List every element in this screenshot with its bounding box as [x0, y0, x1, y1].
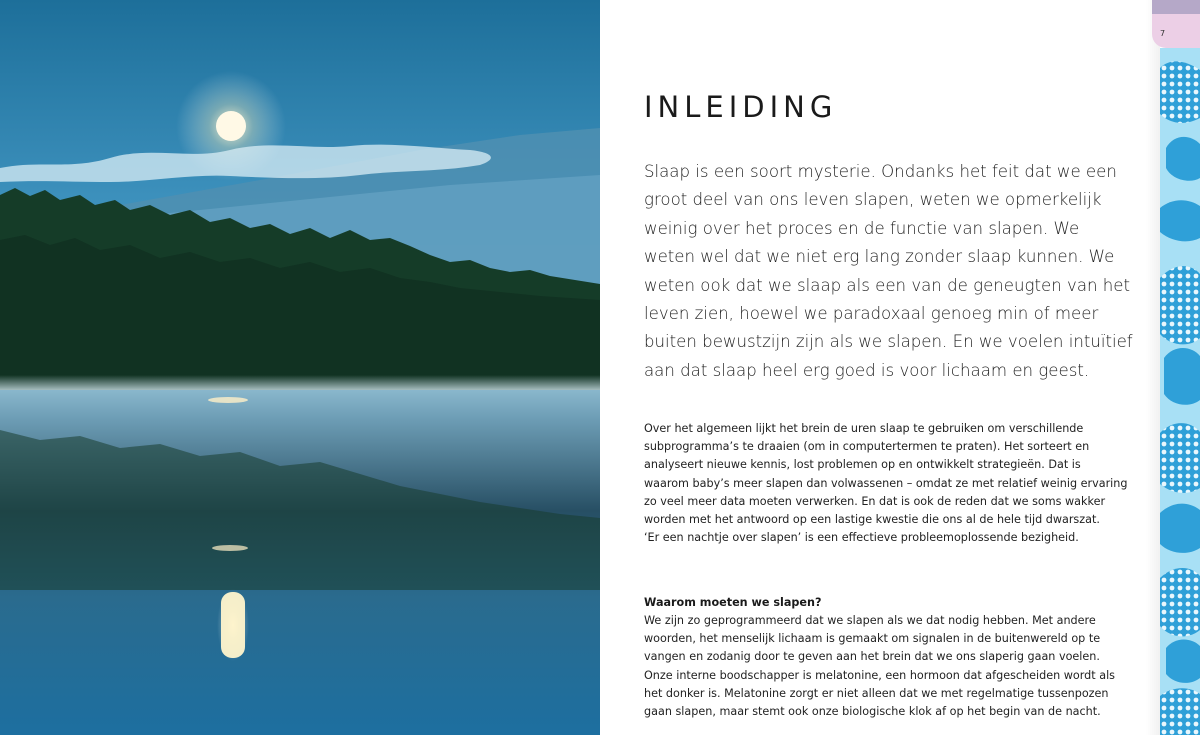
- section-line: Onze interne boodschapper is melatonine, een hormoon dat afgescheiden wordt als: [644, 668, 1116, 682]
- intro-line: Slaap is een soort mysterie. Ondanks het feit dat we een: [644, 162, 1117, 181]
- page-number-tab: [1152, 0, 1200, 48]
- page-gutter: [1146, 0, 1160, 735]
- decorative-pattern-strip: [1160, 48, 1200, 735]
- solid-wave: [1166, 137, 1200, 181]
- moon: [216, 111, 246, 141]
- intro-line: buiten bewustzijn zijn als we slapen. En we voelen intuïtief: [644, 332, 1133, 352]
- text-page: [600, 0, 1160, 735]
- section-line: vangen en zodanig door te geven aan het brein dat we ons slaperig gaan voelen.: [644, 650, 1100, 664]
- section-line: het donker is. Melatonine zorgt er niet alleen dat we met regelmatige tussenpozen: [644, 686, 1109, 700]
- section-line: We zijn zo geprogrammeerd dat we slapen als we dat nodig hebben. Met andere: [644, 614, 1096, 627]
- section-line: gaan slapen, maar stemt ook onze biologische klok af op het begin van de nacht.: [644, 705, 1101, 719]
- body-paragraph: [644, 420, 1144, 547]
- body-line: ‘Er een nachtje over slapen’ is een effectieve probleemoplossende bezigheid.: [644, 531, 1079, 545]
- intro-line: weten ook dat we slaap als een van de geneugten van het: [644, 275, 1131, 295]
- intro-line: leven zien, hoewel we paradoxaal genoeg min of meer: [644, 304, 1099, 324]
- intro-line: weten wel dat we niet erg lang zonder slaap kunnen. We: [644, 247, 1115, 267]
- body-line: subprogramma’s te draaien (om in computertermen te praten). Het sorteert en: [644, 440, 1090, 454]
- body-line: waarom baby’s meer slapen dan volwassenen – omdat ze met relatief weinig ervaring: [644, 476, 1128, 490]
- section-heading: Waarom moeten we slapen?: [644, 596, 822, 609]
- tab-purple-strip: [1152, 0, 1200, 14]
- chapter-title: INLEIDING: [644, 90, 838, 124]
- dotted-wave: [1160, 61, 1200, 123]
- wave-pattern: [1160, 48, 1200, 735]
- body-line: analyseert nieuwe kennis, lost problemen op en ontwikkelt strategieën. Dat is: [644, 458, 1081, 472]
- page-number: 7: [1160, 29, 1166, 38]
- intro-line: aan dat slaap heel erg goed is voor lichaam en geest.: [644, 360, 1090, 380]
- section-paragraph: [644, 612, 1144, 721]
- moon-reflection: [221, 592, 245, 658]
- body-line: zo veel meer data moeten verwerken. En dat is ook de reden dat we soms wakker: [644, 494, 1106, 508]
- section-line: woorden, het menselijk lichaam is gemaakt om signalen in de buitenwereld op te: [644, 632, 1101, 646]
- body-line: worden met het antwoord op een lastige kwestie die ons al de hele tijd dwarszat.: [644, 513, 1100, 527]
- body-line: Over het algemeen lijkt het brein de uren slaap te gebruiken om verschillende: [644, 422, 1084, 435]
- intro-line: weinig over het proces en de functie van slapen. We: [644, 218, 1080, 238]
- intro-paragraph: [644, 158, 1144, 385]
- intro-line: groot deel van ons leven slapen, weten we opmerkelijk: [644, 190, 1102, 210]
